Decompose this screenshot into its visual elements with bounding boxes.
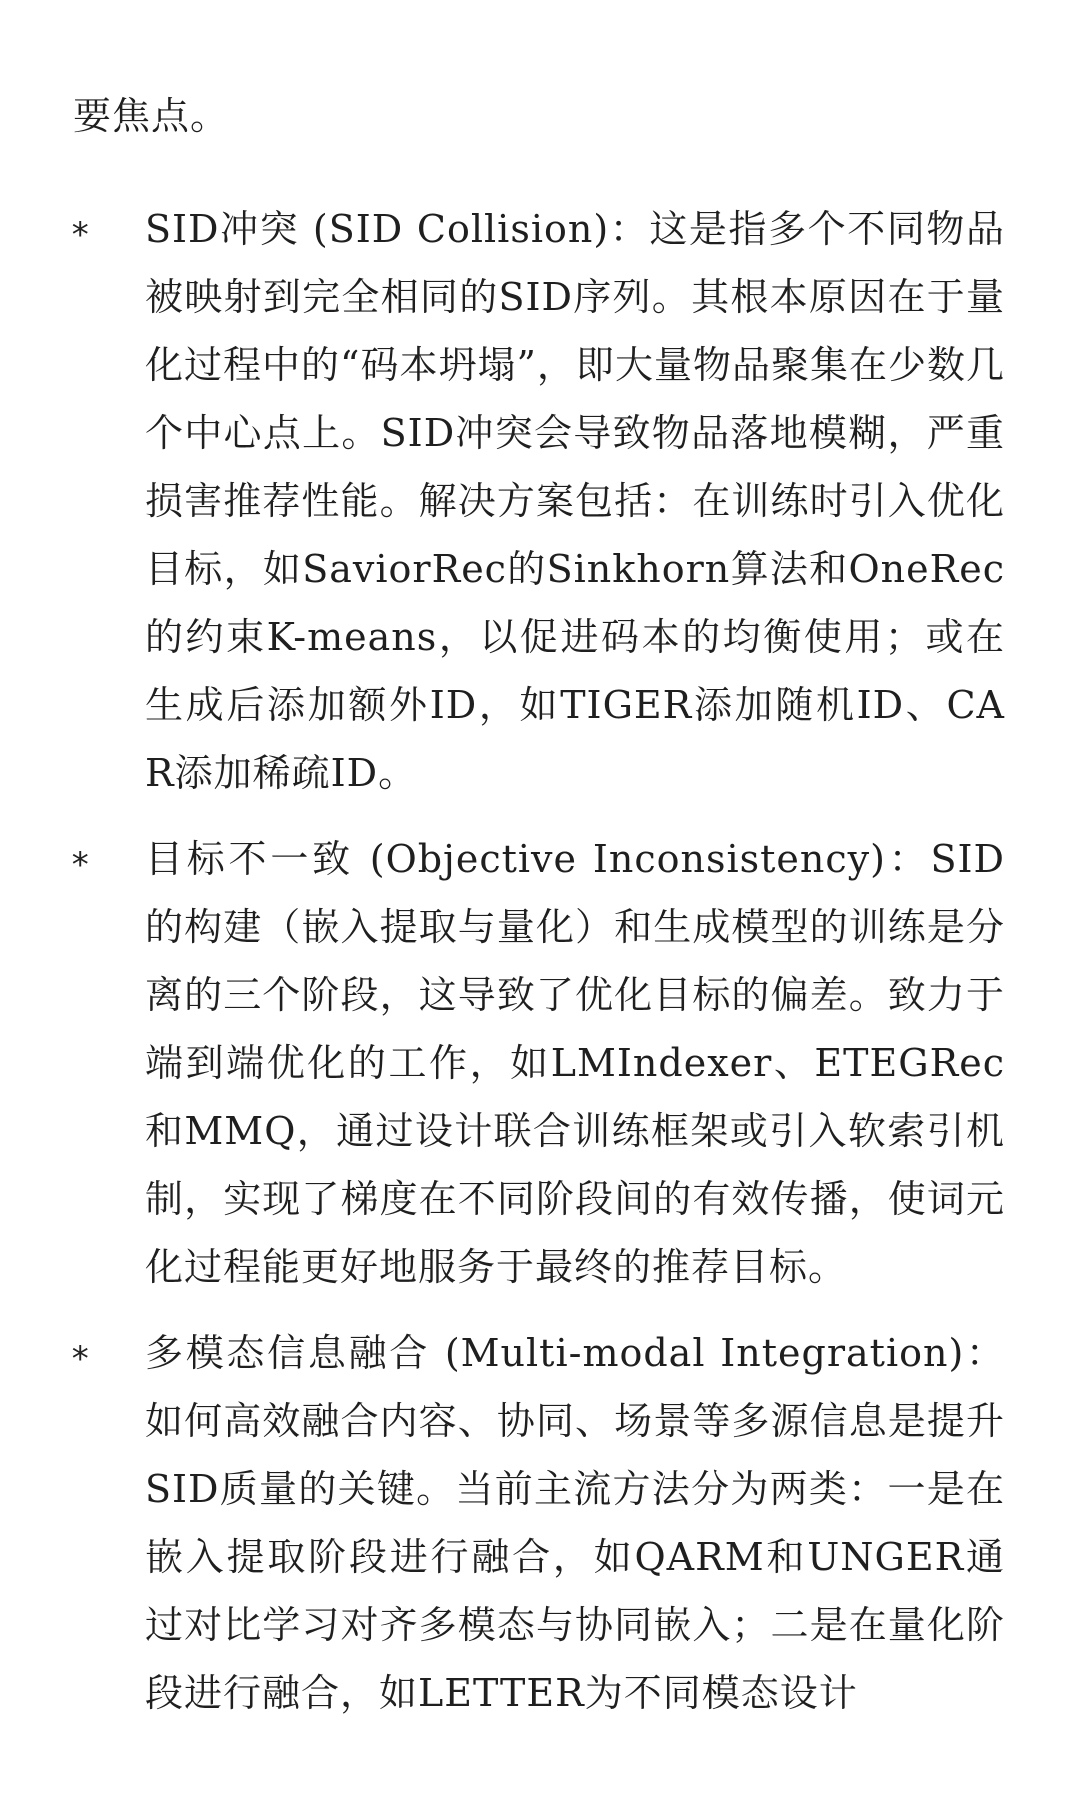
bullet-marker: *: [70, 845, 91, 885]
bullet-list: [0, 195, 1080, 1745]
bullet-text-objective-inconsistency: 目标不一致 (Objective Inconsistency)：SID的构建（嵌入提取与量化）和生成模型的训练是分离的三个阶段，这导致了优化目标的偏差。致力于端到端优化的工作，如LMIndexer、ETEGRec和MMQ，通过设计联合训练框架或引入软索引机制，实现了梯度在不同阶段间的有效传播，使词元化过程能更好地服务于最终的推荐目标。: [145, 837, 1005, 1289]
list-item: [0, 1319, 1080, 1727]
bullet-text-sid-collision: SID冲突 (SID Collision)：这是指多个不同物品被映射到完全相同的SID序列。其根本原因在于量化过程中的“码本坍塌”，即大量物品聚集在少数几个中心点上。SID冲突会导致物品落地模糊，严重损害推荐性能。解决方案包括：在训练时引入优化目标，如SaviorRec的Sinkhorn算法和OneRec的约束K-means，以促进码本的均衡使用；或在生成后添加额外ID，如TIGER添加随机ID、CAR添加稀疏ID。: [145, 207, 1005, 795]
bullet-text-multimodal-integration: 多模态信息融合 (Multi-modal Integration)：如何高效融合内容、协同、场景等多源信息是提升SID质量的关键。当前主流方法分为两类：一是在嵌入提取阶段进行融合，如QARM和UNGER通过对比学习对齐多模态与协同嵌入；二是在量化阶段进行融合，如LETTER为不同模态设计: [145, 1331, 1005, 1715]
list-item: [0, 195, 1080, 807]
list-item: [0, 825, 1080, 1301]
lead-text: 要焦点。: [73, 94, 230, 138]
bullet-marker: *: [70, 215, 91, 255]
bullet-marker: *: [70, 1339, 91, 1379]
